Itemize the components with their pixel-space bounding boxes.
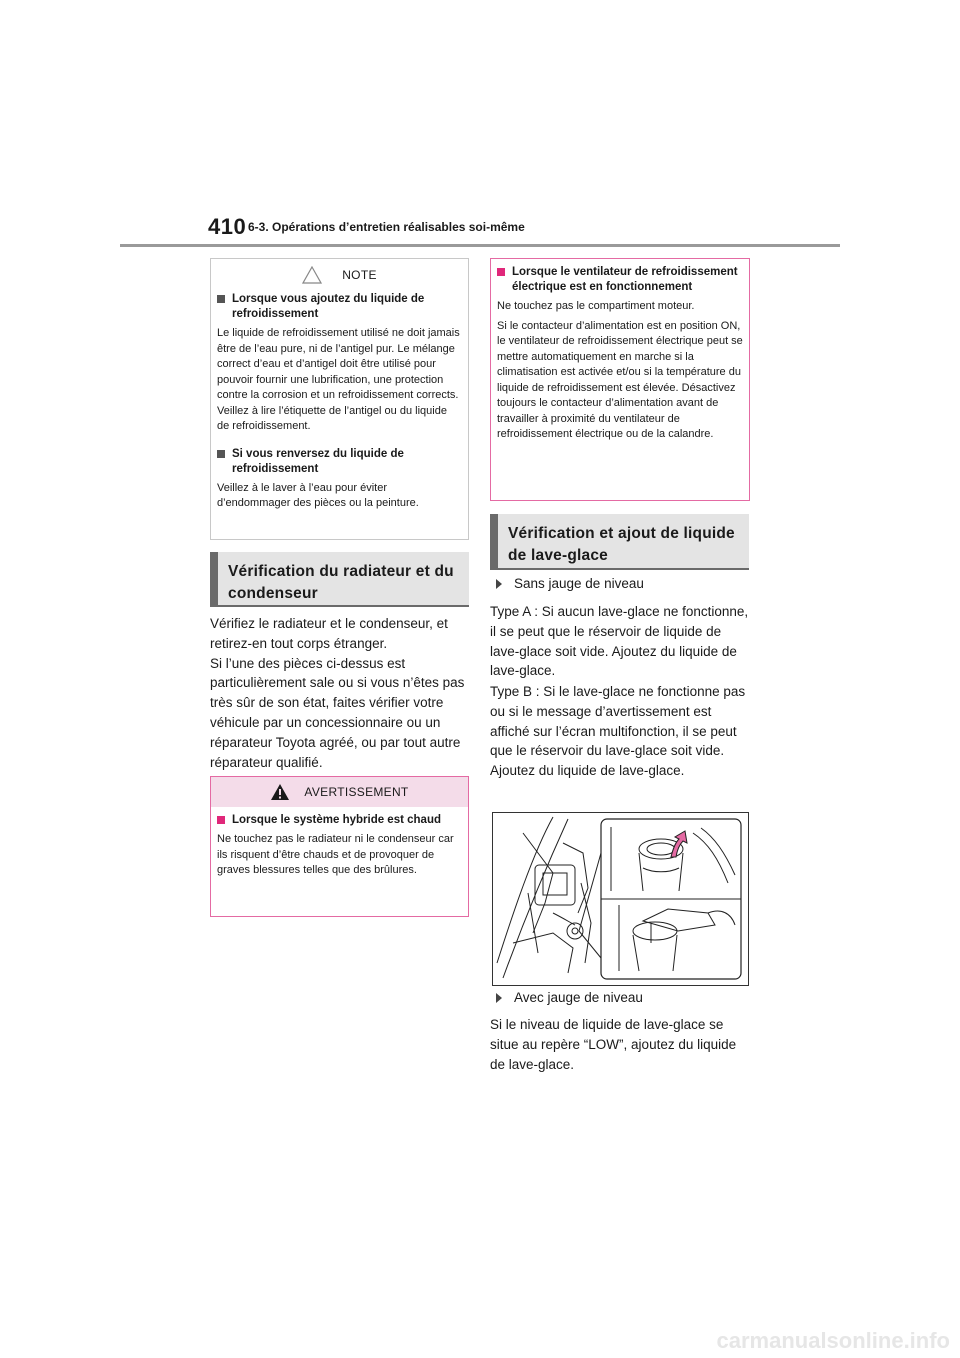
- svg-text:carmanualsonline.info: carmanualsonline.info: [716, 1328, 950, 1353]
- section-heading-radiator: Vérification du radiateur et du condenseur: [210, 552, 469, 607]
- engine-bay-drawing: [493, 813, 748, 985]
- bullet-with-gauge: [496, 990, 643, 1005]
- square-bullet-icon: [497, 268, 505, 276]
- note-item-text: Le liquide de refroidissement utilisé ne doit jamais être de l’eau pure, ni de l’antigel pur. Le mélange correct d’eau et d’antigel doit être utilisé pour pouvoir fournir une lubrification, une protection contre la corrosion et un refroidissement corrects. Veillez à lire l’étiquette de l’antigel ou du liquide de refroidissement.: [217, 327, 460, 432]
- bullet-text: Avec jauge de niveau: [514, 990, 643, 1005]
- section-title: 6-3. Opérations d’entretien réalisables soi-même: [248, 220, 525, 234]
- note-box: [210, 258, 469, 540]
- note-item: [211, 292, 468, 435]
- warning-item: [211, 813, 468, 879]
- square-bullet-icon: [217, 295, 225, 303]
- type-b-paragraph: Type B : Si le lave-glace ne fonctionne pas ou si le message d’avertissement est affiché sur l’écran multifonction, il se peut que le réservoir du lave-glace soit vide. Ajoutez du liquide de lave-glace.: [490, 684, 746, 779]
- note-label: NOTE: [342, 268, 377, 282]
- square-bullet-icon: [217, 450, 225, 458]
- warning-header: [211, 777, 468, 807]
- watermark-logo: [650, 1318, 960, 1358]
- warning-item-text: Si le contacteur d’alimentation est en position ON, le ventilateur de refroidissement électrique peut se mettre automatiquement en marche si la climatisation est activée et/ou si la température du liquide de refroidissement est élevée. Désactivez toujours le contacteur d’alimentation avant de travailler à proximité du ventilateur de refroidissement électrique ou de la calandre.: [497, 319, 743, 440]
- note-item-title: Si vous renversez du liquide de refroidissement: [232, 447, 404, 475]
- square-bullet-icon: [217, 816, 225, 824]
- warning-item-text: Ne touchez pas le radiateur ni le condenseur car ils risquent d’être chauds et de provoquer de graves blessures telles que des brûlures.: [217, 833, 454, 876]
- caution-outline-icon: [302, 266, 322, 284]
- radiator-paragraph: [210, 614, 472, 772]
- triangle-bullet-icon: [496, 993, 502, 1003]
- header-rule: [120, 244, 840, 247]
- page-number: 410: [208, 214, 247, 239]
- warning-item-title: Lorsque le ventilateur de refroidissement électrique est en fonctionnement: [512, 266, 738, 293]
- note-header: [211, 259, 468, 291]
- bullet-without-gauge: [496, 576, 644, 591]
- bullet-text: Sans jauge de niveau: [514, 576, 644, 591]
- warning-item: [491, 265, 749, 443]
- triangle-bullet-icon: [496, 579, 502, 589]
- note-item-title: Lorsque vous ajoutez du liquide de refroidissement: [232, 293, 425, 320]
- radiator-text-1: Vérifiez le radiateur et le condenseur, et retirez-en tout corps étranger.: [210, 616, 448, 651]
- warning-label: AVERTISSEMENT: [304, 785, 409, 799]
- warning-box-continued: [490, 258, 750, 501]
- level-paragraph: Si le niveau de liquide de lave-glace se situe au repère “LOW”, ajoutez du liquide de lave-glace.: [490, 1017, 737, 1072]
- type-a-paragraph: Type A : Si aucun lave-glace ne fonctionne, il se peut que le réservoir de liquide de lave-glace soit vide. Ajoutez du liquide de lave-glace.: [490, 604, 749, 679]
- warning-box: [210, 776, 469, 917]
- warning-triangle-icon: [270, 783, 290, 801]
- note-item: [211, 447, 468, 512]
- warning-item-text: Ne touchez pas le compartiment moteur.: [497, 300, 695, 312]
- note-item-text: Veillez à le laver à l’eau pour éviter d’endommager des pièces ou la peinture.: [217, 481, 419, 509]
- warning-item-title: Lorsque le système hybride est chaud: [232, 814, 441, 826]
- section-heading-washer: Vérification et ajout de liquide de lave-glace: [490, 514, 749, 570]
- radiator-text-2: Si l’une des pièces ci-dessus est particulièrement sale ou si vous n’êtes pas très sûr de son état, faites vérifier votre véhicule par un concessionnaire ou un réparateur Toyota agréé, ou par tout autre réparateur qualifié.: [210, 655, 465, 770]
- washer-reservoir-illustration: [492, 812, 749, 986]
